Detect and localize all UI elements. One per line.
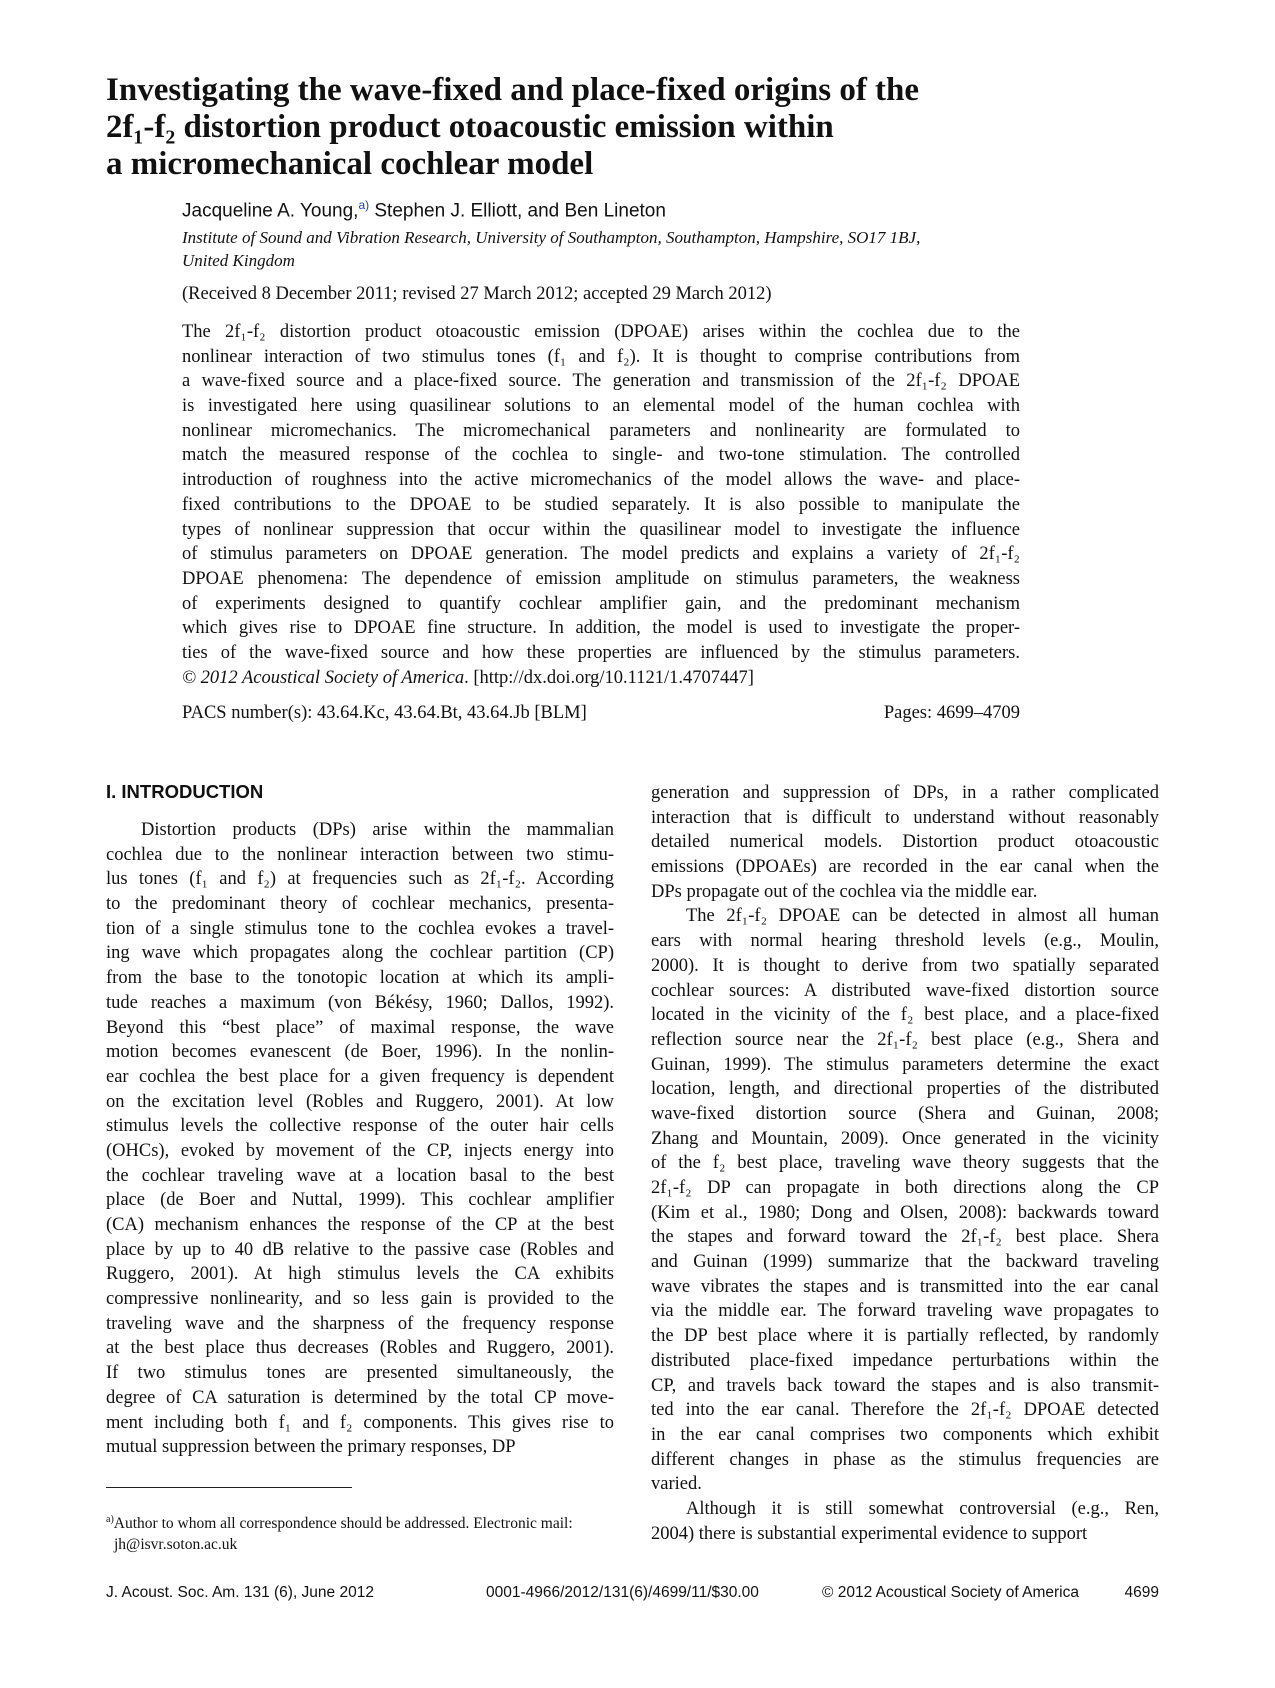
- abstract: [182, 320, 1020, 690]
- body-line: cochlear sources: A distributed wave-fixed distortion source: [651, 980, 1159, 1001]
- body-line: detailed numerical models. Distortion product otoacoustic: [651, 832, 1159, 853]
- footnote-email[interactable]: jh@isvr.soton.ac.uk: [114, 1536, 238, 1554]
- affiliation: [182, 226, 1032, 272]
- section-heading: I. INTRODUCTION: [106, 781, 264, 802]
- body-line: of the f₂ best place, traveling wave theory suggests that the: [651, 1153, 1159, 1174]
- body-line: wave-fixed distortion source (Shera and Guinan, 2008;: [651, 1103, 1159, 1124]
- paper-title: [106, 72, 1106, 183]
- body-line: on the excitation level (Robles and Ruggero, 2001). At low: [106, 1091, 614, 1112]
- body-line: wave vibrates the stapes and is transmitted into the ear canal: [651, 1276, 1159, 1297]
- author-first: Jacqueline A. Young,: [182, 200, 359, 222]
- footnote-marker: a): [106, 1514, 114, 1525]
- body-line: mutual suppression between the primary responses, DP: [106, 1437, 516, 1458]
- body-line: (CA) mechanism enhances the response of the CP at the best: [106, 1215, 614, 1235]
- body-line: degree of CA saturation is determined by the total CP move-: [106, 1387, 614, 1408]
- footnote-divider: [106, 1487, 352, 1488]
- body-line: cochlea due to the nonlinear interaction between two stimu-: [106, 844, 614, 865]
- body-line: compressive nonlinearity, and so less gain is provided to the: [106, 1289, 614, 1310]
- running-footer: [106, 1584, 1159, 1608]
- body-line: 2f₁-f₂ DP can propagate in both directions along the CP: [651, 1178, 1159, 1198]
- title-line: 2f₁-f₂ distortion product otoacoustic emission within: [106, 109, 834, 145]
- abstract-copyright-line: [182, 666, 1020, 691]
- abstract-line: DPOAE phenomena: The dependence of emission amplitude on stimulus parameters, the weakness: [182, 568, 1020, 589]
- abstract-line: nonlinear micromechanics. The micromechanical parameters and nonlinearity are formulated to: [182, 420, 1020, 441]
- body-line: emissions (DPOAEs) are recorded in the ear canal when the: [651, 857, 1159, 878]
- body-line: tion of a single stimulus tone to the cochlea evokes a travel-: [106, 918, 614, 939]
- body-line: location, length, and directional properties of the distributed: [651, 1079, 1159, 1100]
- body-line: interaction that is difficult to understand without reasonably: [651, 807, 1159, 828]
- body-line: ing wave which propagates along the cochlear partition (CP): [106, 943, 614, 964]
- body-line: ears with normal hearing threshold levels (e.g., Moulin,: [651, 931, 1159, 952]
- body-line: reflection source near the 2f₁-f₂ best place (e.g., Shera and: [651, 1029, 1159, 1050]
- body-line: Zhang and Mountain, 2009). Once generated in the vicinity: [651, 1128, 1159, 1149]
- pacs-numbers: PACS number(s): 43.64.Kc, 43.64.Bt, 43.64.Jb [BLM]: [182, 703, 587, 723]
- abstract-copyright: © 2012 Acoustical Society of America: [182, 667, 465, 688]
- body-line: Although it is still somewhat controversial (e.g., Ren,: [686, 1498, 1159, 1519]
- body-line: (OHCs), evoked by movement of the CP, injects energy into: [106, 1140, 614, 1161]
- abstract-line: match the measured response of the cochlea to single- and two-tone stimulation. The controlled: [182, 445, 1020, 466]
- body-line: (Kim et al., 1980; Dong and Olsen, 2008): backwards toward: [651, 1202, 1159, 1223]
- abstract-line: which gives rise to DPOAE fine structure. In addition, the model is used to investigate the proper-: [182, 618, 1020, 639]
- body-line: motion becomes evanescent (de Boer, 1996). In the nonlin-: [106, 1042, 614, 1063]
- abstract-line: ties of the wave-fixed source and how these properties are influenced by the stimulus parameters.: [182, 642, 1020, 663]
- title-line: a micromechanical cochlear model: [106, 146, 594, 182]
- body-line: via the middle ear. The forward traveling wave propagates to: [651, 1301, 1159, 1322]
- body-line: If two stimulus tones are presented simultaneously, the: [106, 1363, 614, 1384]
- abstract-line: fixed contributions to the DPOAE to be studied separately. It is also possible to manipulate the: [182, 494, 1020, 515]
- left-column: [106, 818, 614, 1460]
- affiliation-line: Institute of Sound and Vibration Research, University of Southampton, Southampton, Hampshire, SO17 1BJ,: [182, 228, 921, 247]
- body-line: place by up to 40 dB relative to the passive case (Robles and: [106, 1239, 614, 1260]
- author-list: [182, 198, 666, 222]
- footer-copyright: © 2012 Acoustical Society of America: [822, 1584, 1079, 1601]
- body-line: lus tones (f₁ and f₂) at frequencies such as 2f₁-f₂. According: [106, 869, 614, 890]
- footnote: [106, 1509, 616, 1555]
- body-line: distributed place-fixed impedance perturbations within the: [651, 1350, 1159, 1371]
- received-dates: (Received 8 December 2011; revised 27 March 2012; accepted 29 March 2012): [182, 284, 772, 304]
- body-line: located in the vicinity of the f₂ best place, and a place-fixed: [651, 1005, 1159, 1026]
- body-line: to the predominant theory of cochlear mechanics, presenta-: [106, 894, 614, 915]
- abstract-line: is investigated here using quasilinear solutions to an elemental model of the human cochlea with: [182, 396, 1020, 417]
- abstract-line: introduction of roughness into the active micromechanics of the model allows the wave- and place-: [182, 470, 1020, 491]
- body-line: ted into the ear canal. Therefore the 2f₁-f₂ DPOAE detected: [651, 1400, 1159, 1421]
- abstract-line: a wave-fixed source and a place-fixed source. The generation and transmission of the 2f₁-f₂ DPOAE: [182, 371, 1020, 392]
- abstract-line: The 2f₁-f₂ distortion product otoacoustic emission (DPOAE) arises within the cochlea due to the: [182, 322, 1020, 342]
- body-line: at the best place thus decreases (Robles and Ruggero, 2001).: [106, 1338, 614, 1359]
- abstract-line: of experiments designed to quantify cochlear amplifier gain, and the predominant mechanism: [182, 593, 1020, 614]
- body-line: in the ear canal comprises two components which exhibit: [651, 1424, 1159, 1445]
- body-line: tude reaches a maximum (von Békésy, 1960; Dallos, 1992).: [106, 992, 614, 1013]
- footer-journal: J. Acoust. Soc. Am. 131 (6), June 2012: [106, 1584, 374, 1601]
- body-line: the stapes and forward toward the 2f₁-f₂ best place. Shera: [651, 1227, 1159, 1248]
- body-line: generation and suppression of DPs, in a rather complicated: [651, 783, 1159, 803]
- body-line: Guinan, 1999). The stimulus parameters determine the exact: [651, 1054, 1159, 1075]
- body-line: the cochlear traveling wave at a location basal to the best: [106, 1165, 614, 1186]
- body-line: 2000). It is thought to derive from two spatially separated: [651, 955, 1159, 976]
- abstract-line: types of nonlinear suppression that occur within the quasilinear model to investigate the influence: [182, 519, 1020, 540]
- author-rest: Stephen J. Elliott, and Ben Lineton: [369, 200, 666, 222]
- title-line: Investigating the wave-fixed and place-fixed origins of the: [106, 72, 920, 108]
- page-range: Pages: 4699–4709: [883, 703, 1020, 723]
- body-line: DPs propagate out of the cochlea via the middle ear.: [651, 881, 1038, 902]
- body-line: place (de Boer and Nuttal, 1999). This cochlear amplifier: [106, 1190, 614, 1211]
- body-line: the DP best place where it is partially reflected, by randomly: [651, 1326, 1159, 1347]
- body-line: different changes in phase as the stimulus frequencies are: [651, 1449, 1159, 1470]
- footer-article-code: 0001-4966/2012/131(6)/4699/11/$30.00: [486, 1584, 759, 1601]
- body-line: The 2f₁-f₂ DPOAE can be detected in almost all human: [686, 906, 1159, 927]
- footer-page-number: 4699: [1124, 1584, 1159, 1601]
- author-footnote-marker[interactable]: a): [358, 198, 370, 212]
- affiliation-line: United Kingdom: [182, 251, 295, 270]
- body-line: ment including both f₁ and f₂ components. This gives rise to: [106, 1412, 614, 1433]
- footnote-line: [106, 1509, 616, 1534]
- body-line: varied.: [651, 1474, 702, 1495]
- body-line: from the base to the tonotopic location at which its ampli-: [106, 968, 614, 989]
- abstract-line: nonlinear interaction of two stimulus tones (f₁ and f₂). It is thought to comprise contributions from: [182, 346, 1020, 367]
- body-line: and Guinan (1999) summarize that the backward traveling: [651, 1252, 1159, 1273]
- body-line: ear cochlea the best place for a given frequency is dependent: [106, 1066, 614, 1087]
- body-line: CP, and travels back toward the stapes and is also transmit-: [651, 1375, 1159, 1396]
- body-line: 2004) there is substantial experimental evidence to support: [651, 1523, 1088, 1544]
- footnote-text: Author to whom all correspondence should be addressed. Electronic mail:: [113, 1515, 573, 1533]
- body-line: Beyond this “best place” of maximal response, the wave: [106, 1017, 614, 1038]
- body-line: traveling wave and the sharpness of the frequency response: [106, 1313, 614, 1334]
- abstract-line: of stimulus parameters on DPOAE generation. The model predicts and explains a variety of 2f₁-f₂: [182, 544, 1020, 565]
- body-line: Distortion products (DPs) arise within the mammalian: [141, 820, 614, 840]
- body-line: stimulus levels the collective response of the outer hair cells: [106, 1116, 614, 1137]
- abstract-doi[interactable]: . [http://dx.doi.org/10.1121/1.4707447]: [464, 667, 754, 688]
- body-line: Ruggero, 2001). At high stimulus levels the CA exhibits: [106, 1264, 614, 1285]
- right-column: [651, 781, 1159, 1546]
